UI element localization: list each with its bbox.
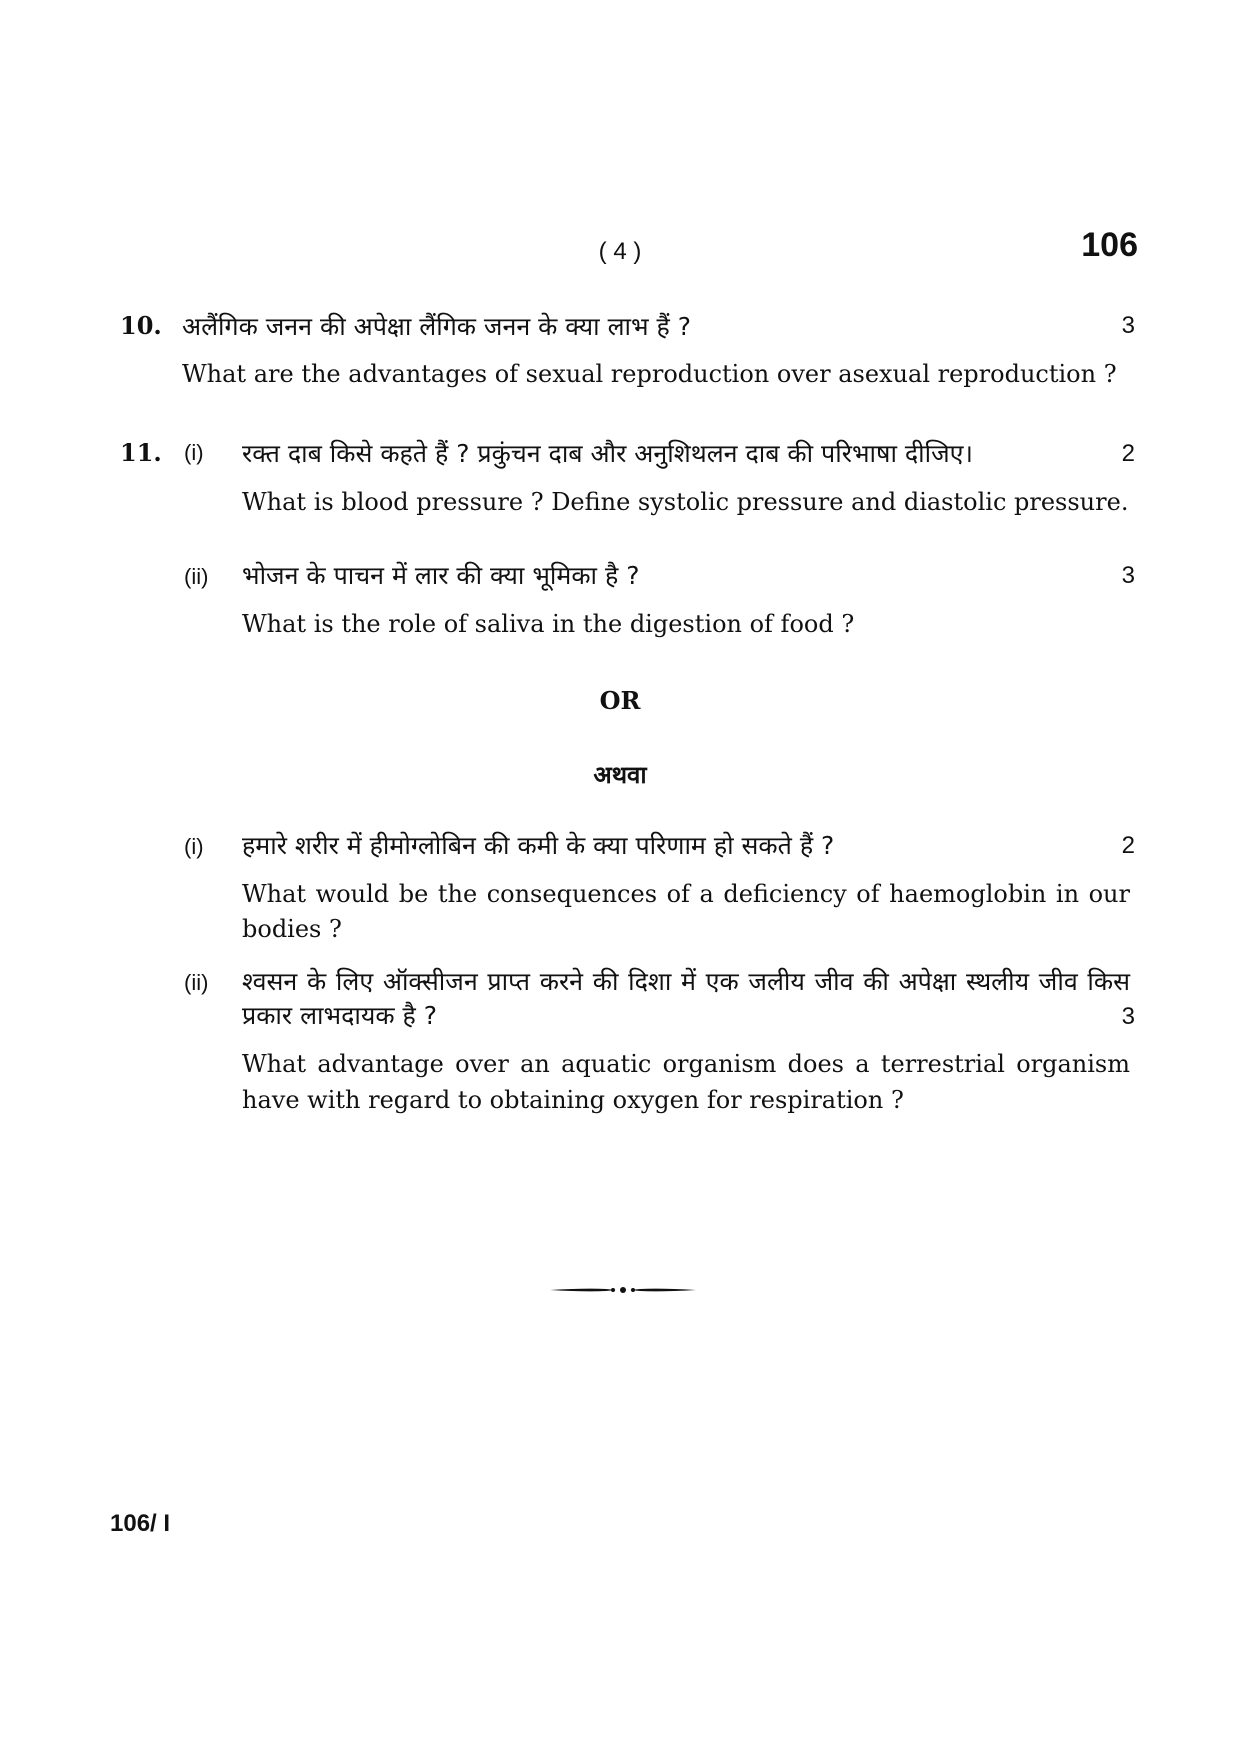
alt-ii-english-line1: What advantage over an aquatic organism does a terrestrial organism <box>242 1050 1130 1078</box>
question-10-number: 10. <box>120 311 162 340</box>
page-number: ( 4 ) <box>598 238 642 265</box>
paper-code: 106 <box>1081 226 1138 264</box>
end-ornament-icon <box>550 1282 696 1298</box>
alt-i-english-line2: bodies ? <box>242 915 342 943</box>
alt-ii-hindi-line2: प्रकार लाभदायक है ? <box>242 1001 437 1030</box>
alt-ii-marks: 3 <box>1121 1003 1135 1030</box>
question-11-number: 11. <box>120 438 162 467</box>
question-10-marks: 3 <box>1121 312 1135 339</box>
alt-ii-label: (ii) <box>184 970 209 995</box>
alt-i-english-line1: What would be the consequences of a deficiency of haemoglobin in our <box>242 880 1130 908</box>
question-10-english: What are the advantages of sexual reproduction over asexual reproduction ? <box>182 360 1117 388</box>
question-11-ii-english: What is the role of saliva in the digestion of food ? <box>242 610 855 638</box>
question-11-ii-hindi: भोजन के पाचन में लार की क्या भूमिका है ? <box>242 561 640 590</box>
question-11-ii-marks: 3 <box>1121 562 1135 589</box>
question-11-ii-label: (ii) <box>184 564 209 589</box>
alt-i-hindi: हमारे शरीर में हीमोग्लोबिन की कमी के क्या परिणाम हो सकते हैं ? <box>242 831 835 860</box>
alt-i-marks: 2 <box>1121 832 1135 859</box>
question-11-i-hindi: रक्त दाब किसे कहते हैं ? प्रकुंचन दाब और अनुशिथलन दाब की परिभाषा दीजिए। <box>242 439 973 468</box>
footer-code: 106/ I <box>110 1510 171 1537</box>
question-11-i-label: (i) <box>184 440 204 465</box>
alt-ii-hindi-line1: श्वसन के लिए ऑक्सीजन प्राप्त करने की दिशा में एक जलीय जीव की अपेक्षा स्थलीय जीव किस <box>242 967 1130 996</box>
alt-i-label: (i) <box>184 834 204 859</box>
alt-ii-english-line2: have with regard to obtaining oxygen for respiration ? <box>242 1086 904 1114</box>
question-11-i-marks: 2 <box>1121 440 1135 467</box>
or-divider-hindi: अथवा <box>593 761 647 789</box>
or-divider-english: OR <box>599 686 641 715</box>
question-10-hindi: अलैंगिक जनन की अपेक्षा लैंगिक जनन के क्या लाभ हैं ? <box>182 312 692 341</box>
question-11-i-english: What is blood pressure ? Define systolic pressure and diastolic pressure. <box>242 488 1129 516</box>
